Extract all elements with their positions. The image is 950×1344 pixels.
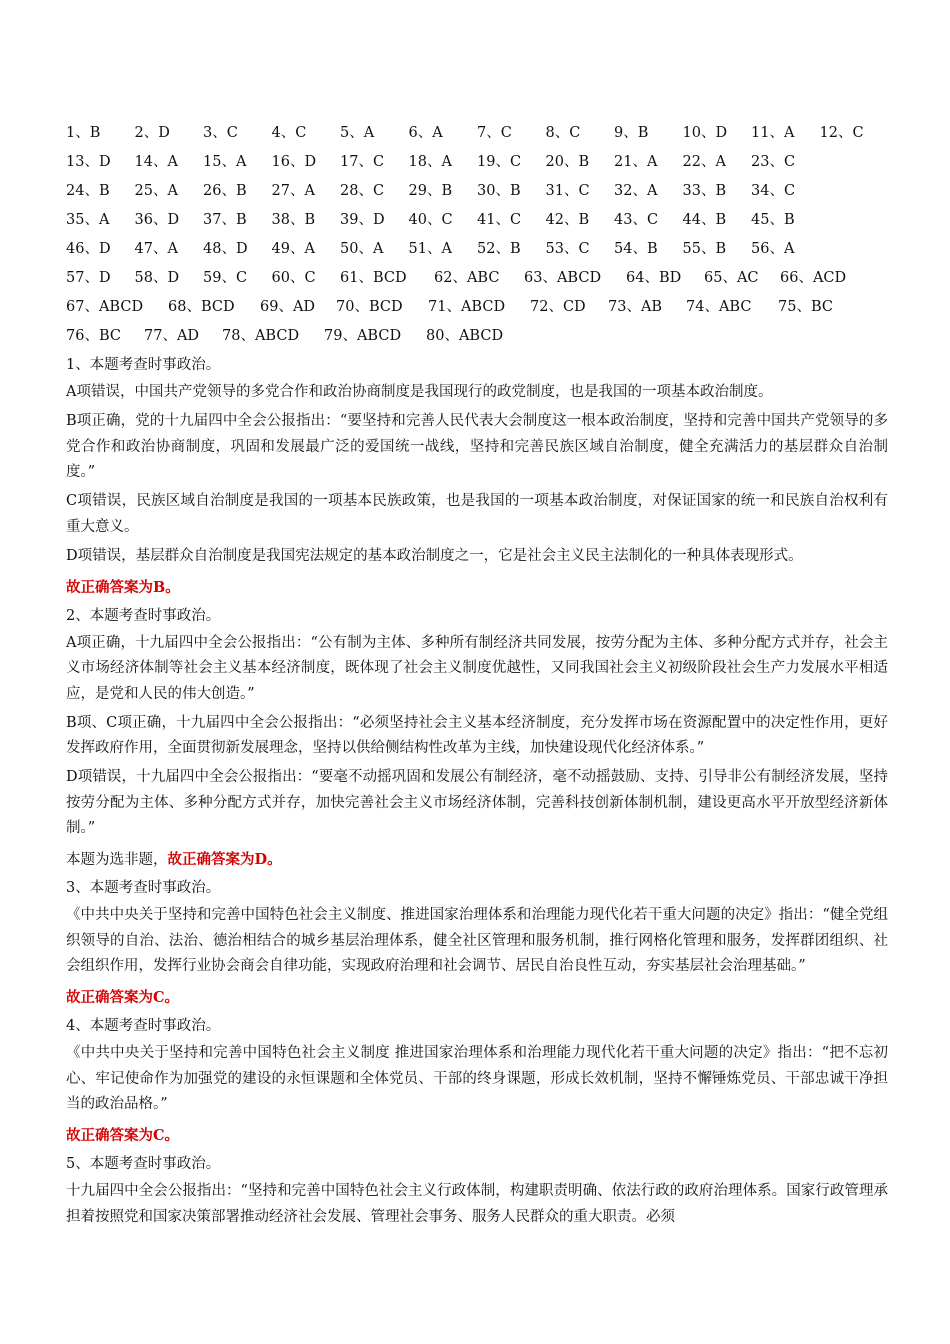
answer-key-cell: 44、B xyxy=(682,212,727,228)
answer-key-cell: 77、AD xyxy=(144,328,200,344)
answer-key-cell: 20、B xyxy=(545,154,590,170)
answer-key-cell: 36、D xyxy=(134,212,180,228)
answer-key-cell: 25、A xyxy=(134,183,178,199)
option-analysis: A项错误，中国共产党领导的多党合作和政治协商制度是我国现行的政党制度，也是我国的一项基本政治制度。 xyxy=(66,384,773,400)
answer-key-cell: 6、A xyxy=(408,125,443,141)
answer-key-cell: 11、A xyxy=(751,125,795,141)
answer-key-cell: 53、C xyxy=(545,241,590,257)
answer-prefix: 本题为选非题， xyxy=(66,852,168,868)
answer-text: 故正确答案为C。 xyxy=(66,1127,180,1144)
answer-key-cell: 69、AD xyxy=(260,299,316,315)
question-heading: 4、本题考查时事政治。 xyxy=(66,1018,221,1034)
correct-answer xyxy=(66,983,888,1012)
answer-key-cell: 75、BC xyxy=(778,299,833,315)
answer-key-cell: 15、A xyxy=(203,154,247,170)
answer-key-cell: 47、A xyxy=(134,241,178,257)
answer-key-cell: 50、A xyxy=(340,241,384,257)
answer-key-cell: 38、B xyxy=(271,212,316,228)
option-analysis: C项错误，民族区域自治制度是我国的一项基本民族政策，也是我国的一项基本政治制度，对保证国家的统一和民族自治权利有重大意义。 xyxy=(66,493,888,535)
answer-key-cell: 31、C xyxy=(545,183,590,199)
answer-key-cell: 21、A xyxy=(614,154,658,170)
question-explanation-2 xyxy=(66,602,888,875)
answer-key-cell: 46、D xyxy=(66,241,111,257)
option-analysis: B项、C项正确，十九届四中全会公报指出：“必须坚持社会主义基本经济制度，充分发挥市场在资源配置中的决定性作用，更好发挥政府作用，全面贯彻新发展理念，坚持以供给侧结构性改革为主线，加快建设现代化经济体系。” xyxy=(66,714,888,756)
answer-key-cell: 3、C xyxy=(203,125,238,141)
answer-text: 故正确答案为C。 xyxy=(66,989,180,1006)
answer-key-cell: 73、AB xyxy=(608,299,663,315)
answer-key-cell: 74、ABC xyxy=(686,299,752,315)
answer-key-cell: 76、BC xyxy=(66,328,121,344)
answer-key-cell: 2、D xyxy=(134,125,170,141)
answer-key-cell: 28、C xyxy=(340,183,385,199)
answer-key-cell: 41、C xyxy=(477,212,522,228)
answer-key-cell: 57、D xyxy=(66,270,111,286)
answer-key-row xyxy=(66,119,888,148)
option-analysis: B项正确，党的十九届四中全会公报指出：“要坚持和完善人民代表大会制度这一根本政治制度，坚持和完善中国共产党领导的多党合作和政治协商制度，巩固和发展最广泛的爱国统一战线，坚持和完善民族区域自治制度，健全充满活力的基层群众自治制度。” xyxy=(66,413,888,480)
answer-key-row xyxy=(66,293,888,322)
answer-key-cell: 17、C xyxy=(340,154,385,170)
answer-key-cell: 8、C xyxy=(545,125,581,141)
answer-key-cell: 56、A xyxy=(751,241,795,257)
answer-text: 故正确答案为D。 xyxy=(167,851,282,868)
answer-key-cell: 16、D xyxy=(271,154,317,170)
answer-key-grid xyxy=(66,119,888,351)
answer-key-row xyxy=(66,235,888,264)
answer-key-row xyxy=(66,148,888,177)
answer-key-cell: 37、B xyxy=(203,212,247,228)
answer-key-cell: 40、C xyxy=(408,212,453,228)
question-explanation-5 xyxy=(66,1150,888,1230)
answer-key-cell: 30、B xyxy=(477,183,521,199)
answer-key-cell: 61、BCD xyxy=(340,270,407,286)
option-analysis: D项错误，十九届四中全会公报指出：“要毫不动摇巩固和发展公有制经济，毫不动摇鼓励、支持、引导非公有制经济发展，坚持按劳分配为主体、多种分配方式并存，加快完善社会主义市场经济体制，完善科技创新体制机制，建设更高水平开放型经济新体制。” xyxy=(66,769,888,836)
answer-key-row xyxy=(66,177,888,206)
answer-text: 故正确答案为B。 xyxy=(66,578,180,596)
answer-key-cell: 5、A xyxy=(340,125,375,141)
option-analysis: 《中共中央关于坚持和完善中国特色社会主义制度、推进国家治理体系和治理能力现代化若干重大问题的决定》指出：“健全党组织领导的自治、法治、德治相结合的城乡基层治理体系，健全社区管理和服务机制，推行网格化管理和服务，发挥群团组织、社会组织作用，发挥行业协会商会自律功能，实现政府治理和社会调节、居民自治良性互动，夯实基层社会治理基础。” xyxy=(66,907,888,974)
question-explanation-3 xyxy=(66,874,888,1012)
answer-key-cell: 67、ABCD xyxy=(66,299,144,315)
answer-key-cell: 78、ABCD xyxy=(222,328,300,344)
answer-key-cell: 12、C xyxy=(819,125,864,141)
answer-key-cell: 68、BCD xyxy=(168,299,235,315)
correct-answer xyxy=(66,1121,888,1150)
answer-key-row xyxy=(66,322,888,351)
answer-key-cell: 59、C xyxy=(203,270,248,286)
answer-key-cell: 54、B xyxy=(614,241,658,257)
answer-key-cell: 10、D xyxy=(682,125,728,141)
question-explanation-4 xyxy=(66,1012,888,1150)
correct-answer xyxy=(66,573,888,602)
answer-key-cell: 43、C xyxy=(614,212,659,228)
answer-key-cell: 80、ABCD xyxy=(426,328,504,344)
answer-key-cell: 32、A xyxy=(614,183,658,199)
answer-key-cell: 14、A xyxy=(134,154,178,170)
answer-key-cell: 72、CD xyxy=(530,299,586,315)
answer-key-cell: 49、A xyxy=(271,241,315,257)
question-explanation-1 xyxy=(66,351,888,602)
option-analysis: 《中共中央关于坚持和完善中国特色社会主义制度 推进国家治理体系和治理能力现代化若干重大问题的决定》指出：“把不忘初心、牢记使命作为加强党的建设的永恒课题和全体党员、干部的终身课题，形成长效机制，坚持不懈锤炼党员、干部忠诚干净担当的政治品格。” xyxy=(66,1045,888,1112)
answer-key-cell: 22、A xyxy=(682,154,726,170)
answer-key-cell: 33、B xyxy=(682,183,727,199)
answer-key-cell: 60、C xyxy=(271,270,316,286)
answer-key-cell: 42、B xyxy=(545,212,590,228)
question-heading: 5、本题考查时事政治。 xyxy=(66,1156,221,1172)
option-analysis: 十九届四中全会公报指出：“坚持和完善中国特色社会主义行政体制，构建职责明确、依法行政的政府治理体系。国家行政管理承担着按照党和国家决策部署推动经济社会发展、管理社会事务、服务人民群众的重大职责。必须 xyxy=(66,1183,888,1225)
option-analysis: D项错误，基层群众自治制度是我国宪法规定的基本政治制度之一，它是社会主义民主法制化的一种具体表现形式。 xyxy=(66,547,803,564)
answer-key-cell: 13、D xyxy=(66,154,111,170)
answer-key-cell: 34、C xyxy=(751,183,796,199)
answer-key-cell: 27、A xyxy=(271,183,315,199)
answer-key-cell: 29、B xyxy=(408,183,453,199)
answer-key-cell: 39、D xyxy=(340,212,385,228)
answer-key-cell: 9、B xyxy=(614,125,649,141)
explanations xyxy=(66,351,888,1230)
answer-key-cell: 66、ACD xyxy=(780,270,847,286)
answer-key-cell: 35、A xyxy=(66,212,110,228)
answer-key-cell: 52、B xyxy=(477,241,521,257)
question-heading: 1、本题考查时事政治。 xyxy=(66,357,221,373)
answer-key-cell: 70、BCD xyxy=(336,299,403,315)
answer-key-cell: 4、C xyxy=(271,125,307,141)
answer-key-cell: 7、C xyxy=(477,125,512,141)
answer-key-cell: 55、B xyxy=(682,241,727,257)
answer-key-row xyxy=(66,264,888,293)
answer-key-cell: 18、A xyxy=(408,154,452,170)
answer-key-cell: 51、A xyxy=(408,241,452,257)
answer-key-cell: 23、C xyxy=(751,154,796,170)
question-heading: 2、本题考查时事政治。 xyxy=(66,607,221,624)
answer-key-cell: 64、BD xyxy=(626,270,682,286)
answer-key-cell: 48、D xyxy=(203,241,248,257)
answer-key-cell: 45、B xyxy=(751,212,795,228)
answer-key-cell: 62、ABC xyxy=(434,270,500,286)
answer-key-cell: 63、ABCD xyxy=(524,270,602,286)
question-heading: 3、本题考查时事政治。 xyxy=(66,880,221,896)
answer-key-row xyxy=(66,206,888,235)
document-page xyxy=(66,119,888,1234)
answer-key-cell: 71、ABCD xyxy=(428,299,506,315)
answer-key-cell: 26、B xyxy=(203,183,247,199)
option-analysis: A项正确，十九届四中全会公报指出：“公有制为主体、多种所有制经济共同发展，按劳分配为主体、多种分配方式并存，社会主义市场经济体制等社会主义基本经济制度，既体现了社会主义制度优越性，又同我国社会主义初级阶段社会生产力发展水平相适应，是党和人民的伟大创造。” xyxy=(66,634,888,702)
answer-key-cell: 65、AC xyxy=(704,270,759,286)
answer-key-cell: 58、D xyxy=(134,270,180,286)
answer-key-cell: 19、C xyxy=(477,154,522,170)
answer-key-cell: 24、B xyxy=(66,183,110,199)
answer-key-cell: 1、B xyxy=(66,125,101,141)
correct-answer xyxy=(66,845,888,874)
answer-key-cell: 79、ABCD xyxy=(324,328,402,344)
